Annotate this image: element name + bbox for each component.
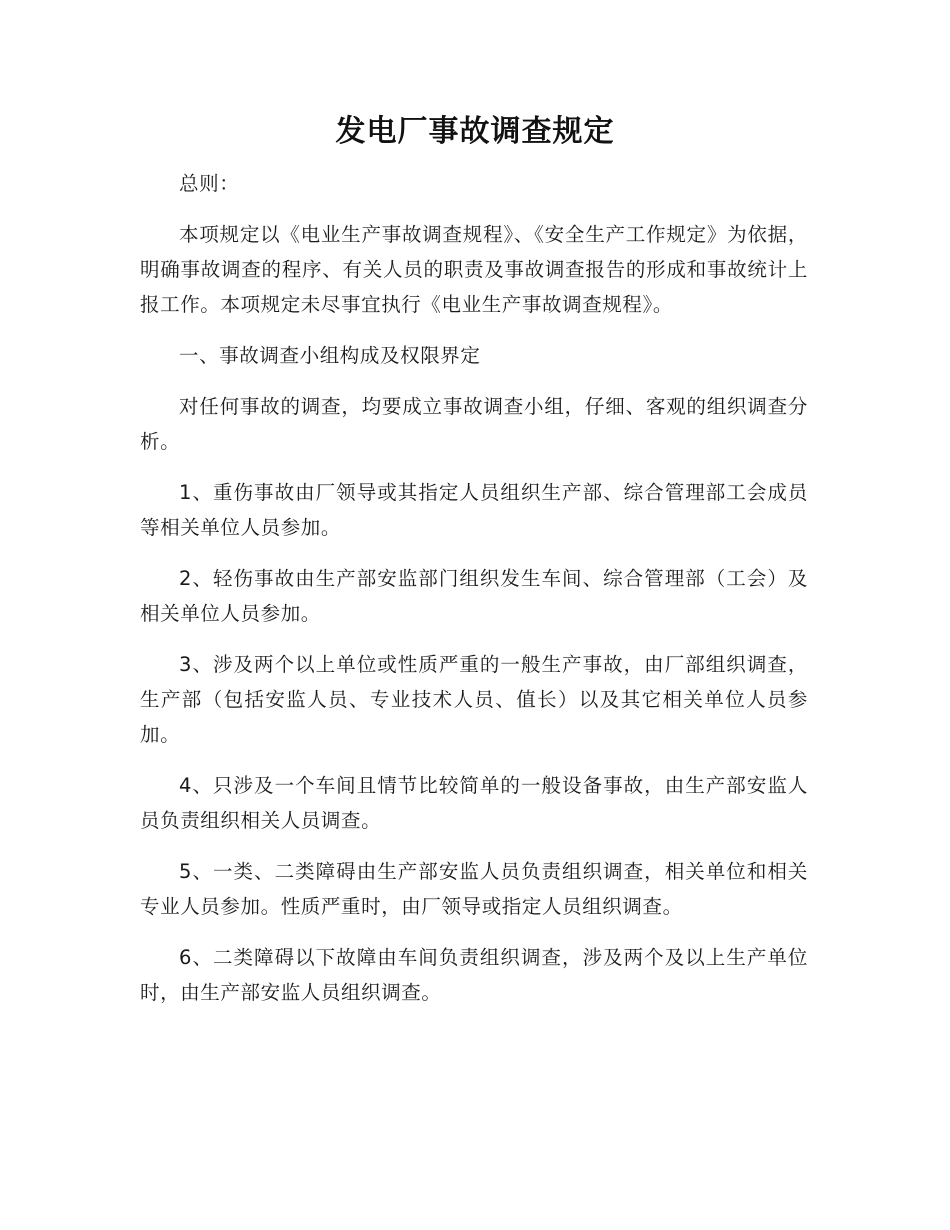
list-item-4: 4、只涉及一个车间且情节比较简单的一般设备事故，由生产部安监人员负责组织相关人员调查。 xyxy=(140,774,808,832)
paragraph-team-intro: 对任何事故的调查，均要成立事故调查小组，仔细、客观的组织调查分析。 xyxy=(140,395,808,453)
list-item-2: 2、轻伤事故由生产部安监部门组织发生车间、综合管理部（工会）及相关单位人员参加。 xyxy=(140,567,808,625)
paragraph-basis: 本项规定以《电业生产事故调查规程》、《安全生产工作规定》为依据，明确事故调查的程序、有关人员的职责及事故调查报告的形成和事故统计上报工作。本项规定未尽事宜执行《电业生产事故调查规程》。 xyxy=(140,223,808,316)
list-item-3: 3、涉及两个以上单位或性质严重的一般生产事故，由厂部组织调查，生产部（包括安监人员、专业技术人员、值长）以及其它相关单位人员参加。 xyxy=(140,653,808,746)
document-body xyxy=(140,166,808,1026)
document-title: 发电厂事故调查规定 xyxy=(335,114,615,149)
list-item-1: 1、重伤事故由厂领导或其指定人员组织生产部、综合管理部工会成员等相关单位人员参加。 xyxy=(140,481,808,539)
list-item-5: 5、一类、二类障碍由生产部安监人员负责组织调查，相关单位和相关专业人员参加。性质严重时，由厂领导或指定人员组织调查。 xyxy=(140,860,808,918)
paragraph-general-heading: 总则： xyxy=(179,172,240,195)
section-heading-team: 一、事故调查小组构成及权限界定 xyxy=(179,344,481,367)
list-item-6: 6、二类障碍以下故障由车间负责组织调查，涉及两个及以上生产单位时，由生产部安监人员组织调查。 xyxy=(140,946,808,1004)
